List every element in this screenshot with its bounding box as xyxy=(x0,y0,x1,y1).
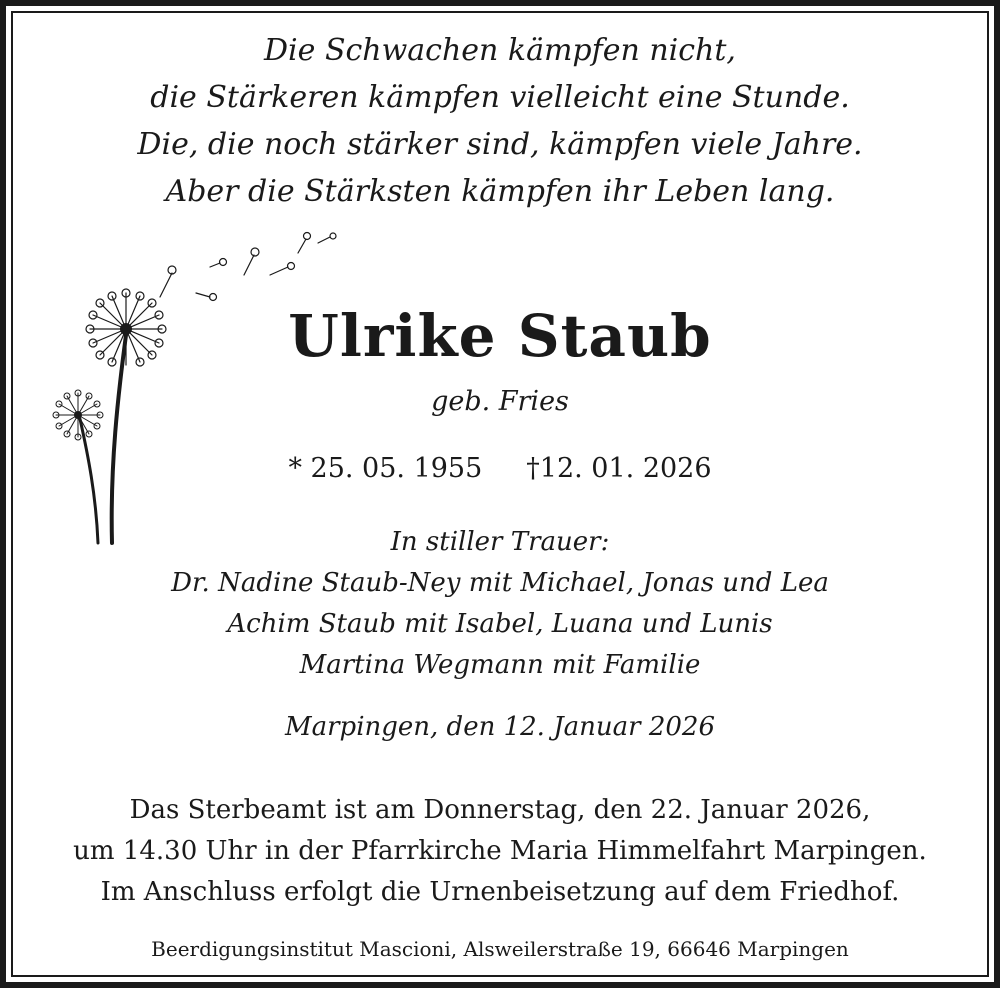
poem-line-2: die Stärkeren kämpfen vielleicht eine Stunde. xyxy=(150,80,850,115)
funeral-home: Beerdigungsinstitut Mascioni, Alsweilerstraße 19, 66646 Marpingen xyxy=(151,937,849,961)
mourners-heading: In stiller Trauer: xyxy=(390,527,610,557)
death-date: †12. 01. 2026 xyxy=(526,453,712,484)
mourner-line: Achim Staub mit Isabel, Luana und Lunis xyxy=(227,609,773,639)
service-line-1: Das Sterbeamt ist am Donnerstag, den 22. Januar 2026, xyxy=(129,795,871,825)
poem-line-3: Die, die noch stärker sind, kämpfen viele Jahre. xyxy=(137,127,863,162)
mourner-line: Dr. Nadine Staub-Ney mit Michael, Jonas und Lea xyxy=(171,568,829,598)
deceased-name: Ulrike Staub xyxy=(288,302,712,370)
service-line-2: um 14.30 Uhr in der Pfarrkirche Maria Himmelfahrt Marpingen. xyxy=(73,836,927,866)
birth-name: geb. Fries xyxy=(431,386,569,417)
service-line-3: Im Anschluss erfolgt die Urnenbeisetzung auf dem Friedhof. xyxy=(100,877,900,907)
poem-line-4: Aber die Stärksten kämpfen ihr Leben lang. xyxy=(165,174,835,209)
birth-date: * 25. 05. 1955 xyxy=(288,453,483,484)
life-dates xyxy=(0,453,1000,484)
mourner-line: Martina Wegmann mit Familie xyxy=(299,650,701,680)
place-date: Marpingen, den 12. Januar 2026 xyxy=(285,712,715,742)
dandelion-icon xyxy=(48,225,348,545)
poem-line-1: Die Schwachen kämpfen nicht, xyxy=(264,33,736,68)
